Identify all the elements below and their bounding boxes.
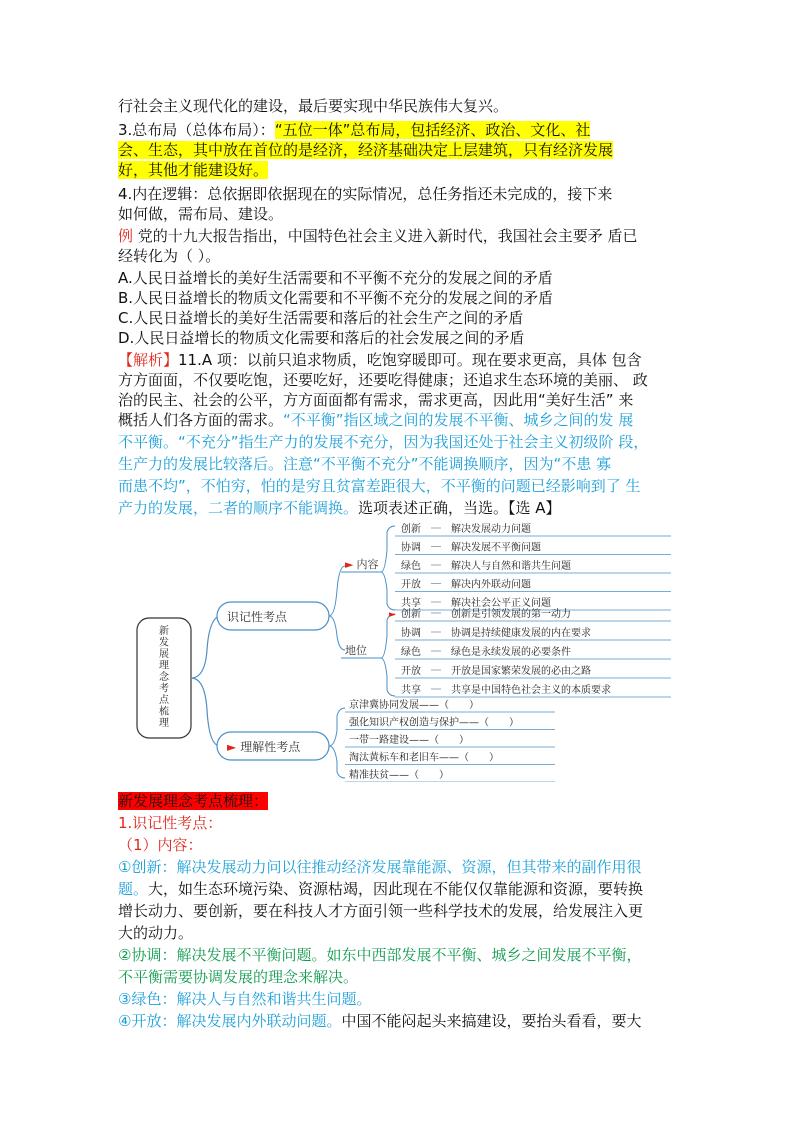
- text-line: ②协调：解决发展不平衡问题。如东中西部发展不平衡、城乡之间发展不平衡，: [118, 946, 642, 964]
- text-line: 产力的发展，二者的顺序不能调换。选项表述正确，当选。【选 A】: [118, 499, 561, 517]
- text-line: 题。大，如生态环境污染、资源枯竭，因此现在不能仅仅靠能源和资源，要转换: [118, 880, 644, 898]
- example-label: 例: [118, 227, 134, 245]
- position-item-value: 创新是引领发展的第一动力: [451, 609, 571, 620]
- content-item-value: 解决人与自然和谐共生问题: [451, 561, 571, 572]
- text-line: 生产力的发展比较落后。注意“不平衡不充分”不能调换顺序，因为“不患 寡: [118, 455, 612, 473]
- position-item-key: 共享: [401, 685, 421, 696]
- text-line: [118, 120, 590, 140]
- text-line: 1.识记性考点：: [118, 814, 223, 832]
- understanding-item: 京津冀协同发展——（ ）: [349, 700, 479, 711]
- content-item-key: 协调: [401, 542, 421, 554]
- text-line: 方方面面，不仅要吃饱，还要吃好，还要吃得健康；还追求生态环境的美丽、 政: [118, 371, 648, 389]
- position-item-value: 协调是持续健康发展的内在要求: [451, 628, 591, 639]
- text-line: 增长动力、要创新，要在科技人才方面引领一些科学技术的发展，给发展注入更: [118, 902, 644, 920]
- root-node-label: 新发展理念考点梳理: [159, 626, 169, 729]
- position-item-row: [395, 645, 671, 659]
- position-item-value: 开放是国家繁荣发展的必由之路: [451, 666, 591, 677]
- highlighted-text: 会、生态，其中放在首位的是经济，经济基础决定上层建筑，只有经济发展: [118, 141, 614, 159]
- highlighted-text: 好，其他才能建设好。: [118, 161, 269, 179]
- text-line: 经转化为（ ）。: [118, 247, 221, 265]
- text-line: 如何做，需布局、建设。: [118, 205, 284, 223]
- understanding-item: 淘汰黄标车和老旧车——（ ）: [349, 752, 499, 764]
- text-line: 不平衡需要协调发展的理念来解决。: [118, 968, 359, 986]
- text-line: 【解析】11.A 项：以前只追求物质，吃饱穿暖即可。现在要求更高，具体 包含: [118, 351, 642, 369]
- text-line: [118, 791, 268, 811]
- text-line: （1）内容：: [118, 836, 203, 854]
- content-item-key: 绿色: [401, 561, 421, 572]
- question-text: 党的十九大报告指出，中国特色社会主义进入新时代，我国社会主要矛 盾已: [133, 227, 638, 245]
- content-item-value: 解决发展动力问题: [451, 524, 531, 535]
- text-line: 大的动力。: [118, 924, 194, 942]
- content-item-value: 解决社会公平正义问题: [451, 598, 551, 609]
- position-item-value: 共享是中国特色社会主义的本质要求: [451, 685, 611, 696]
- highlighted-text: “五位一体”总布局，包括经济、政治、文化、社: [274, 121, 591, 139]
- understanding-row: [345, 768, 555, 782]
- understanding-row: [345, 698, 555, 712]
- sub-position-label: 地位: [345, 644, 367, 657]
- content-item-row: [395, 559, 671, 573]
- position-item-row: [395, 683, 671, 697]
- content-item-value: 解决内外联动问题: [451, 579, 531, 591]
- understanding-row: [345, 716, 555, 730]
- content-item-row: [395, 522, 671, 536]
- option-d: D.人民日益增长的物质文化需要和落后的社会发展之间的矛盾: [118, 329, 525, 347]
- option-b: B.人民日益增长的物质文化需要和不平衡不充分的发展之间的矛盾: [118, 289, 554, 307]
- content-item-value: 解决发展不平衡问题: [451, 542, 541, 554]
- text-line: ①创新：解决发展动力问以往推动经济发展靠能源、资源，但其带来的副作用很: [118, 858, 642, 876]
- content-item-key: 共享: [401, 598, 421, 609]
- section-title: 新发展理念考点梳理：: [118, 792, 269, 810]
- content-item-row: [395, 578, 671, 592]
- text-line: ③绿色：解决人与自然和谐共生问题。: [118, 990, 372, 1008]
- understanding-items: [345, 698, 555, 782]
- understanding-row: [345, 751, 555, 765]
- option-c: C.人民日益增长的美好生活需要和落后的社会生产之间的矛盾: [118, 309, 524, 327]
- text-line: 不平衡。“不充分”指生产力的发展不充分，因为我国还处于社会主义初级阶 段，: [118, 433, 649, 451]
- understanding-item: 一带一路建设——（ ）: [349, 735, 469, 746]
- branch-understanding-label: ► 理解性考点: [227, 740, 301, 754]
- option-a: A.人民日益增长的美好生活需要和不平衡不充分的发展之间的矛盾: [118, 269, 553, 287]
- content-items: [395, 522, 671, 610]
- text-line: 治的民主、社会的公平，方方面面都有需求，需求更高，因此用“美好生活” 来: [118, 391, 634, 409]
- position-item-key: 开放: [401, 666, 421, 677]
- text-line: 概括人们各方面的需求。“不平衡”指区域之间的发展不平衡、城乡之间的发 展: [118, 411, 634, 429]
- text-line: [118, 226, 638, 246]
- text-line: 而患不均”，不怕穷，怕的是穷且贫富差距很大，不平衡的问题已经影响到了 生: [118, 477, 641, 495]
- position-item-row: [395, 664, 671, 678]
- heading-overall-layout: 3.总布局（总体布局）：: [118, 121, 275, 139]
- content-item-row: [395, 541, 671, 555]
- position-item-key: 协调: [401, 628, 421, 639]
- branch-recall-label: 识记性考点: [227, 610, 288, 624]
- position-items: [389, 607, 671, 697]
- content-item-key: 开放: [401, 579, 421, 591]
- understanding-row: [345, 733, 555, 747]
- mind-map-diagram: [135, 520, 675, 782]
- svg-text:►: ►: [389, 610, 396, 620]
- analysis-label: 【解析】: [118, 351, 179, 369]
- understanding-item: 精准扶贫——（ ）: [349, 770, 449, 781]
- text-line: 行社会主义现代化的建设，最后要实现中华民族伟大复兴。: [118, 97, 509, 115]
- content-item-row: [395, 596, 671, 610]
- position-item-key: 绿色: [401, 647, 421, 658]
- content-item-key: 创新: [401, 524, 421, 535]
- understanding-item: 强化知识产权创造与保护——（ ）: [349, 717, 519, 729]
- position-item-value: 绿色是永续发展的必要条件: [451, 647, 571, 658]
- position-item-key: 创新: [401, 609, 421, 620]
- text-line: 4.内在逻辑：总依据即依据现在的实际情况，总任务指还未完成的，接下来: [118, 185, 613, 203]
- position-item-row: [389, 607, 671, 621]
- position-item-row: [395, 626, 671, 640]
- text-line: ④开放：解决发展内外联动问题。中国不能闷起头来搞建设，要抬头看看，要大: [118, 1012, 642, 1030]
- text-line: [118, 160, 268, 180]
- sub-content-label: ► 内容: [345, 558, 379, 571]
- text-line: [118, 140, 613, 160]
